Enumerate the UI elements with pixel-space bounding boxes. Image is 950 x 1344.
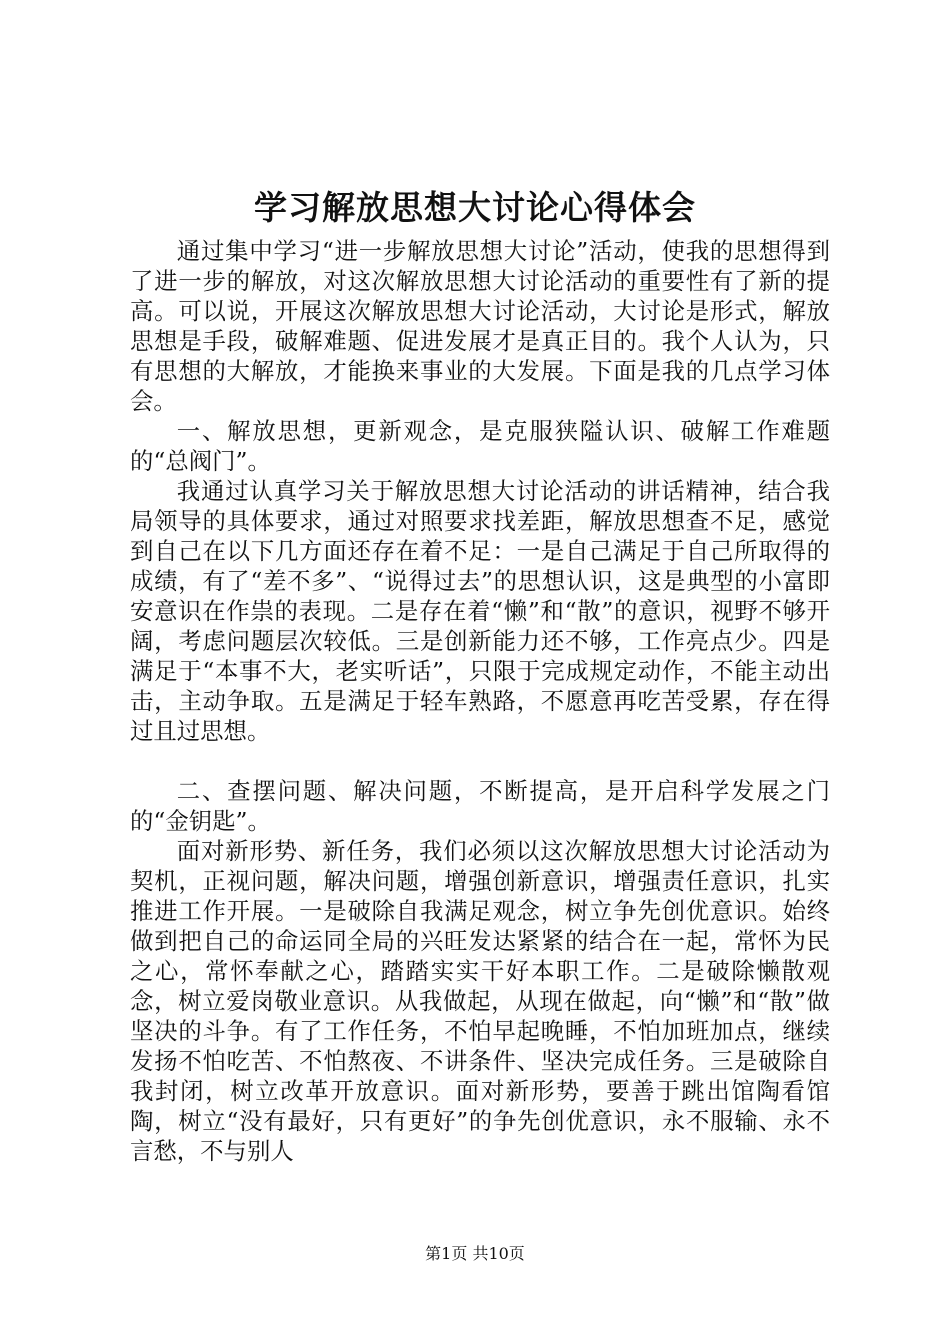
- paragraph-section-1: 我通过认真学习关于解放思想大讨论活动的讲话精神，结合我局领导的具体要求，通过对照要求找差距，解放思想查不足，感觉到自己在以下几方面还存在着不足：一是自己满足于自己所取得的成绩，有了“差不多”、“说得过去”的思想认识，这是典型的小富即安意识在作祟的表现。二是存在着“懒”和“散”的意识，视野不够开阔，考虑问题层次较低。三是创新能力还不够，工作亮点少。四是满足于“本事不大，老实听话”，只限于完成规定动作，不能主动出击，主动争取。五是满足于轻车熟路，不愿意再吃苦受累，存在得过且过思想。: [130, 477, 830, 745]
- paragraph-heading-1: 一、解放思想，更新观念，是克服狭隘认识、破解工作难题的“总阀门”。: [130, 417, 830, 475]
- paragraph-intro: 通过集中学习“进一步解放思想大讨论”活动，使我的思想得到了进一步的解放，对这次解放思想大讨论活动的重要性有了新的提高。可以说，开展这次解放思想大讨论活动，大讨论是形式，解放思想是手段，破解难题、促进发展才是真正目的。我个人认为，只有思想的大解放，才能换来事业的大发展。下面是我的几点学习体会。: [130, 237, 830, 415]
- paragraph-section-2: 面对新形势、新任务，我们必须以这次解放思想大讨论活动为契机，正视问题，解决问题，增强创新意识，增强责任意识，扎实推进工作开展。一是破除自我满足观念，树立争先创优意识。始终做到把自己的命运同全局的兴旺发达紧紧的结合在一起，常怀为民之心，常怀奉献之心，踏踏实实干好本职工作。二是破除懒散观念，树立爱岗敬业意识。从我做起，从现在做起，向“懒”和“散”做坚决的斗争。有了工作任务，不怕早起晚睡，不怕加班加点，继续发扬不怕吃苦、不怕熬夜、不讲条件、坚决完成任务。三是破除自我封闭，树立改革开放意识。面对新形势，要善于跳出馆陶看馆陶，树立“没有最好，只有更好”的争先创优意识，永不服输、永不言愁，不与别人: [130, 837, 830, 1165]
- document-body: [130, 236, 830, 1166]
- page-number-footer: 第1页 共10页: [425, 1244, 525, 1263]
- document-title: 学习解放思想大讨论心得体会: [254, 188, 696, 227]
- paragraph-heading-2: 二、查摆问题、解决问题，不断提高，是开启科学发展之门的“金钥匙”。: [130, 777, 830, 835]
